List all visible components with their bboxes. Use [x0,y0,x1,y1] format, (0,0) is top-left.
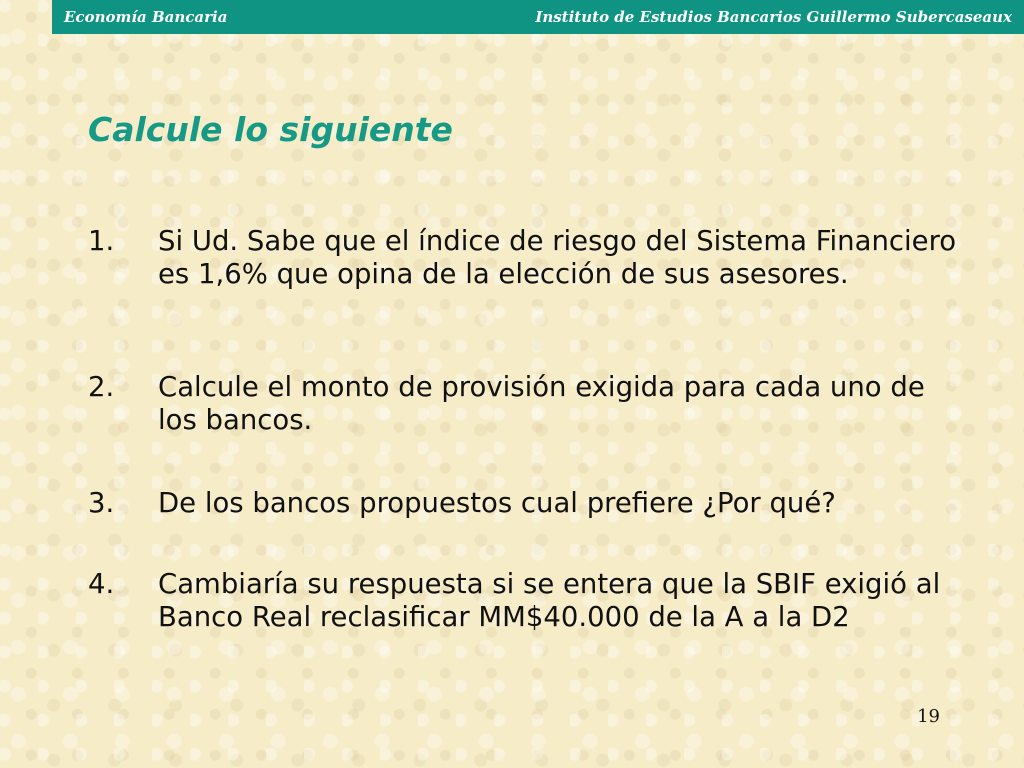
institution-name: Instituto de Estudios Bancarios Guillermo Subercaseaux [535,8,1012,26]
list-item-text: Si Ud. Sabe que el índice de riesgo del Sistema Financiero es 1,6% que opina de la elección de sus asesores. [158,225,957,290]
list-item [88,568,968,634]
header-bar [52,0,1024,34]
list-item-text: Cambiaría su respuesta si se entera que la SBIF exigió al Banco Real reclasificar MM$40.000 de la A a la D2 [158,568,941,633]
list-item-number: 4. [88,568,115,600]
list-item-text: De los bancos propuestos cual prefiere ¿Por qué? [158,487,836,519]
course-name: Economía Bancaria [64,8,228,26]
list-item-number: 2. [88,371,115,403]
slide-title: Calcule lo siguiente [88,110,453,149]
page-number: 19 [917,706,940,727]
list-item-number: 3. [88,487,115,519]
list-item [88,225,968,291]
list-item-text: Calcule el monto de provisión exigida para cada uno de los bancos. [158,371,925,436]
list-item [88,371,968,437]
list-item-number: 1. [88,225,115,257]
list-item [88,487,968,520]
